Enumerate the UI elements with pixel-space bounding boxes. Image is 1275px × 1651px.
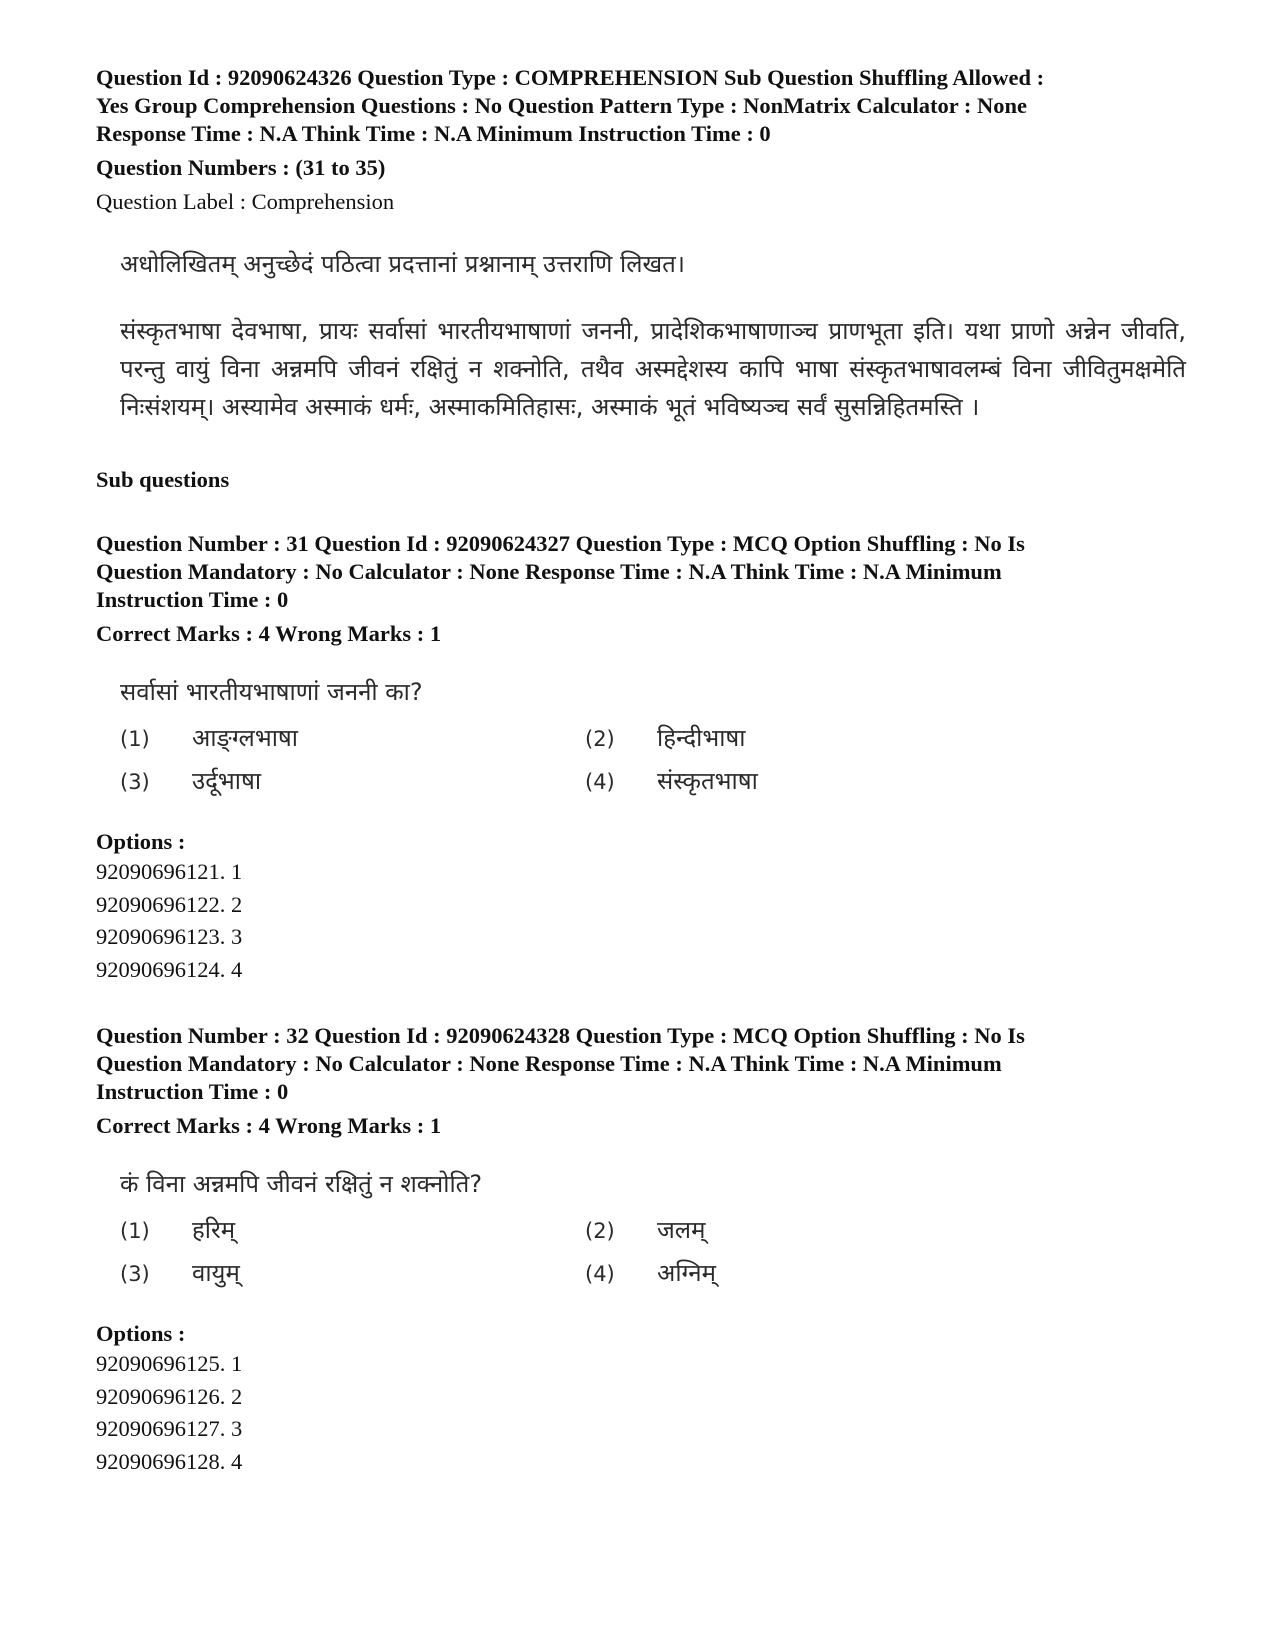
choice-number: (4) [585,770,615,794]
option-line: 92090696122. 2 [96,891,243,917]
choice-number: (2) [585,727,615,751]
choice-number: (1) [120,727,150,751]
choice-number: (3) [120,1262,150,1286]
answer-choices [120,1212,840,1292]
question-numbers: Question Numbers : (31 to 35) [96,155,386,180]
meta-line: Instruction Time : 0 [96,587,289,612]
answer-choice [120,1255,585,1292]
option-line: 92090696124. 4 [96,956,243,982]
marks-line: Correct Marks : 4 Wrong Marks : 1 [96,621,442,646]
choice-text: अग्निम् [657,1259,716,1287]
choice-text: उर्दूभाषा [192,767,262,795]
sub-questions-heading: Sub questions [96,467,230,492]
meta-line: Question Number : 32 Question Id : 92090624328 Question Type : MCQ Option Shuffling : No Is [96,1023,1025,1048]
comprehension-passage: संस्कृतभाषा देवभाषा, प्रायः सर्वासां भारतीयभाषाणां जननी, प्रादेशिकभाषाणाञ्च प्राणभूता इति। यथा प्राणो अन्नेन जीवति, परन्तु वायुं विना अन्नमपि जीवनं रक्षितुं न शक्नोति, तथैव अस्मद्देशस्य कापि भाषा संस्कृतभाषावलम्बं विना जीवितुमक्षमेति निःसंशयम्। अस्यामेव अस्माकं धर्मः, अस्माकमितिहासः, अस्माकं भूतं भविष्यञ्च सर्वं सुसन्निहितमस्ति । [120,317,1186,421]
choice-text: हिन्दीभाषा [657,724,746,752]
meta-line: Response Time : N.A Think Time : N.A Minimum Instruction Time : 0 [96,121,771,146]
option-line: 92090696125. 1 [96,1351,243,1376]
meta-line: Yes Group Comprehension Questions : No Question Pattern Type : NonMatrix Calculator : None [96,93,1028,118]
choice-text: आङ्ग्लभाषा [192,724,299,752]
meta-line: Question Mandatory : No Calculator : None Response Time : N.A Think Time : N.A Minimum [96,1051,1002,1076]
answer-choice [120,1212,585,1249]
meta-line: Question Mandatory : No Calculator : None Response Time : N.A Think Time : N.A Minimum [96,559,1002,584]
choice-number: (4) [585,1262,615,1286]
answer-choice [120,720,585,757]
comprehension-instruction: अधोलिखितम् अनुच्छेदं पठित्वा प्रदत्तानां प्रश्नानाम् उत्तराणि लिखत। [120,250,685,278]
choice-text: जलम् [657,1216,706,1244]
question-text: कं विना अन्नमपि जीवनं रक्षितुं न शक्नोति? [120,1170,483,1198]
answer-choice [120,763,585,800]
question-label: Question Label : Comprehension [96,189,395,214]
answer-choice [585,1255,840,1292]
answer-choices [120,720,840,800]
option-line: 92090696126. 2 [96,1383,243,1409]
question-32 [96,1022,1186,1478]
choice-number: (2) [585,1219,615,1243]
answer-choice [585,763,840,800]
question-text: सर्वासां भारतीयभाषाणां जननी का? [120,678,423,706]
answer-choice [585,1212,840,1249]
question-31 [96,530,1186,986]
option-line: 92090696123. 3 [96,924,243,949]
options-heading: Options : [96,829,186,854]
option-line: 92090696128. 4 [96,1448,243,1474]
choice-text: संस्कृतभाषा [657,767,758,795]
choice-text: हरिम् [192,1216,236,1244]
option-line: 92090696121. 1 [96,859,243,884]
meta-line: Instruction Time : 0 [96,1079,289,1104]
comprehension-meta [96,64,1186,148]
options-heading: Options : [96,1321,186,1346]
answer-choice [585,720,840,757]
document-page [96,64,1186,1478]
choice-text: वायुम् [192,1259,240,1287]
meta-line: Question Number : 31 Question Id : 92090624327 Question Type : MCQ Option Shuffling : No Is [96,531,1025,556]
choice-number: (3) [120,770,150,794]
option-line: 92090696127. 3 [96,1416,243,1441]
meta-line: Question Id : 92090624326 Question Type : COMPREHENSION Sub Question Shuffling Allowed : [96,65,1045,90]
choice-number: (1) [120,1219,150,1243]
marks-line: Correct Marks : 4 Wrong Marks : 1 [96,1113,442,1138]
